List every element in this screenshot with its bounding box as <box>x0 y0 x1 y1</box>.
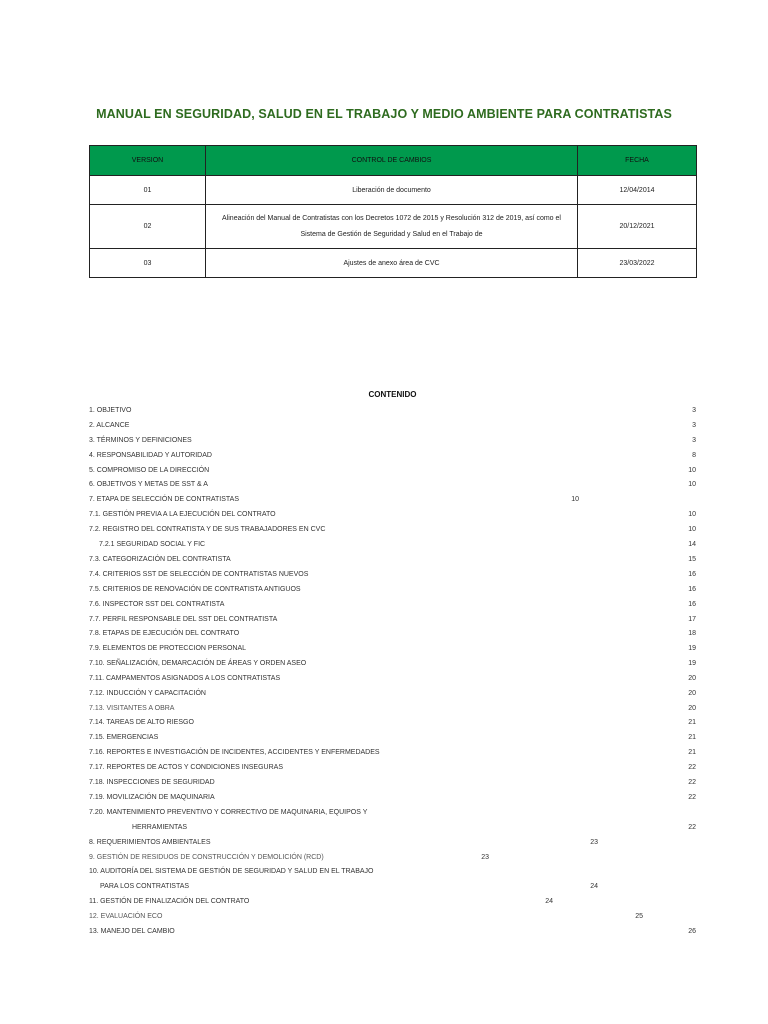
toc-item-page: 22 <box>688 779 696 786</box>
cell-date: 20/12/2021 <box>578 205 697 249</box>
toc-item-title: 7.12. INDUCCIÓN Y CAPACITACIÓN <box>89 690 206 697</box>
toc-item-page: 17 <box>688 616 696 623</box>
toc-item[interactable] <box>0 865 768 878</box>
toc-item[interactable] <box>0 716 768 729</box>
toc-item-page: 25 <box>635 913 643 920</box>
toc-item-title: 7.3. CATEGORIZACIÓN DEL CONTRATISTA <box>89 556 231 563</box>
toc-item[interactable] <box>0 404 768 417</box>
toc-item-page: 21 <box>688 719 696 726</box>
toc-item[interactable] <box>0 598 768 611</box>
toc-item-page: 26 <box>688 928 696 935</box>
cell-change: Liberación de documento <box>206 176 578 205</box>
toc-item[interactable] <box>0 642 768 655</box>
toc-item-title: PARA LOS CONTRATISTAS <box>100 883 190 890</box>
toc-item-title: 11. GESTIÓN DE FINALIZACIÓN DEL CONTRATO <box>89 898 250 905</box>
toc-item-page: 24 <box>590 883 598 890</box>
toc-item-title: 1. OBJETIVO <box>89 407 132 414</box>
toc-item-page: 22 <box>688 794 696 801</box>
toc-item[interactable] <box>0 449 768 462</box>
toc-item[interactable] <box>0 553 768 566</box>
toc-item-page: 22 <box>688 764 696 771</box>
toc-item-page: 3 <box>692 437 696 444</box>
toc-item[interactable] <box>0 613 768 626</box>
toc-item[interactable] <box>0 687 768 700</box>
toc-item[interactable] <box>0 851 768 864</box>
toc-item[interactable] <box>0 791 768 804</box>
toc-item-title: 2. ALCANCE <box>89 422 130 429</box>
toc-item-title: 6. OBJETIVOS Y METAS DE SST & A <box>89 481 208 488</box>
header-version: VERSION <box>90 146 206 176</box>
header-control-de-cambios: CONTROL DE CAMBIOS <box>206 146 578 176</box>
toc-item-title: 7.19. MOVILIZACIÓN DE MAQUINARIA <box>89 794 215 801</box>
toc-item-page: 21 <box>688 734 696 741</box>
toc-item-title: 10. AUDITORÍA DEL SISTEMA DE GESTIÓN DE SEGURIDAD Y SALUD EN EL TRABAJO <box>89 868 374 875</box>
toc-item[interactable] <box>0 910 768 923</box>
toc-item-title: 7.15. EMERGENCIAS <box>89 734 159 741</box>
toc-item[interactable] <box>0 895 768 908</box>
toc-item[interactable] <box>0 731 768 744</box>
toc-item-page: 20 <box>688 705 696 712</box>
toc-item-title: 12. EVALUACIÓN ECO <box>89 913 163 920</box>
toc-item-page: 19 <box>688 660 696 667</box>
cell-date: 23/03/2022 <box>578 249 697 278</box>
toc-item-page: 14 <box>688 541 696 548</box>
toc-item[interactable] <box>0 464 768 477</box>
toc-item-page: 8 <box>692 452 696 459</box>
toc-item-title: 3. TÉRMINOS Y DEFINICIONES <box>89 437 192 444</box>
toc-item[interactable] <box>0 746 768 759</box>
cell-date: 12/04/2014 <box>578 176 697 205</box>
toc-item[interactable] <box>0 434 768 447</box>
toc-item-page: 22 <box>688 824 696 831</box>
toc-heading: CONTENIDO <box>368 390 417 399</box>
toc-item[interactable] <box>0 568 768 581</box>
toc-item-title: 7.14. TAREAS DE ALTO RIESGO <box>89 719 194 726</box>
cell-change: Ajustes de anexo área de CVC <box>206 249 578 278</box>
toc-item-page: 23 <box>481 854 489 861</box>
toc-item-page: 18 <box>688 630 696 637</box>
toc-item-title: 7.13. VISITANTES A OBRA <box>89 705 175 712</box>
cell-version: 01 <box>90 176 206 205</box>
toc-item-title: 7. ETAPA DE SELECCIÓN DE CONTRATISTAS <box>89 496 240 503</box>
toc-item-title: 7.2. REGISTRO DEL CONTRATISTA Y DE SUS TRABAJADORES EN CVC <box>89 526 326 533</box>
toc-item-title: 7.7. PERFIL RESPONSABLE DEL SST DEL CONTRATISTA <box>89 616 278 623</box>
cell-version: 03 <box>90 249 206 278</box>
toc-item-page: 24 <box>545 898 553 905</box>
toc-item[interactable] <box>0 836 768 849</box>
toc-item-title: 9. GESTIÓN DE RESIDUOS DE CONSTRUCCIÓN Y DEMOLICIÓN (RCD) <box>89 854 324 861</box>
toc-item[interactable] <box>0 508 768 521</box>
toc-item-page: 15 <box>688 556 696 563</box>
toc-item-page: 10 <box>571 496 579 503</box>
toc-item-page: 16 <box>688 601 696 608</box>
toc-item-page: 16 <box>688 571 696 578</box>
toc-item-title: 7.9. ELEMENTOS DE PROTECCION PERSONAL <box>89 645 247 652</box>
toc-item-title: 7.17. REPORTES DE ACTOS Y CONDICIONES INSEGURAS <box>89 764 283 771</box>
toc-item-title: 5. COMPROMISO DE LA DIRECCIÓN <box>89 467 210 474</box>
toc-item[interactable] <box>0 776 768 789</box>
toc-item-title: 7.11. CAMPAMENTOS ASIGNADOS A LOS CONTRATISTAS <box>89 675 281 682</box>
toc-item-title: 7.5. CRITERIOS DE RENOVACIÓN DE CONTRATISTA ANTIGUOS <box>89 586 301 593</box>
toc-item-page: 3 <box>692 407 696 414</box>
toc-item[interactable] <box>0 806 768 819</box>
toc-item-page: 10 <box>688 526 696 533</box>
toc-item-title: 7.20. MANTENIMIENTO PREVENTIVO Y CORRECTIVO DE MAQUINARIA, EQUIPOS Y <box>89 809 368 816</box>
header-fecha: FECHA <box>578 146 697 176</box>
toc-item-page: 10 <box>688 511 696 518</box>
toc-item[interactable] <box>0 523 768 536</box>
toc-item-page: 20 <box>688 675 696 682</box>
toc-item[interactable] <box>0 493 768 506</box>
cell-change-line: Sistema de Gestión de Seguridad y Salud en el Trabajo de <box>300 230 483 238</box>
toc-item-page: 23 <box>590 839 598 846</box>
toc-item-title: 7.8. ETAPAS DE EJECUCIÓN DEL CONTRATO <box>89 630 240 637</box>
toc-item-title: 4. RESPONSABILIDAD Y AUTORIDAD <box>89 452 212 459</box>
toc-item-title: 7.10. SEÑALIZACIÓN, DEMARCACIÓN DE ÁREAS Y ORDEN ASEO <box>89 660 307 667</box>
toc-item-title: 7.2.1 SEGURIDAD SOCIAL Y FIC <box>99 541 206 548</box>
toc-item-title: 7.18. INSPECCIONES DE SEGURIDAD <box>89 779 215 786</box>
toc-item-title: 7.1. GESTIÓN PREVIA A LA EJECUCIÓN DEL CONTRATO <box>89 511 276 518</box>
document-title: MANUAL EN SEGURIDAD, SALUD EN EL TRABAJO Y MEDIO AMBIENTE PARA CONTRATISTAS <box>96 107 672 121</box>
toc-item-page: 20 <box>688 690 696 697</box>
toc-item[interactable] <box>0 583 768 596</box>
toc-item[interactable] <box>0 761 768 774</box>
toc-item[interactable] <box>0 672 768 685</box>
toc-item[interactable] <box>0 880 768 893</box>
toc-item[interactable] <box>0 478 768 491</box>
toc-item-page: 10 <box>688 467 696 474</box>
toc-item-page: 10 <box>688 481 696 488</box>
toc-item-page: 3 <box>692 422 696 429</box>
toc-item[interactable] <box>0 419 768 432</box>
toc-item-page: 21 <box>688 749 696 756</box>
toc-item[interactable] <box>0 821 768 834</box>
cell-change-line: Alineación del Manual de Contratistas con los Decretos 1072 de 2015 y Resolución 312 de 2019, así como el <box>222 214 561 222</box>
toc-item[interactable] <box>0 702 768 715</box>
toc-item[interactable] <box>0 627 768 640</box>
toc-item-title: 7.16. REPORTES E INVESTIGACIÓN DE INCIDENTES, ACCIDENTES Y ENFERMEDADES <box>89 749 380 756</box>
cell-version: 02 <box>90 205 206 249</box>
toc-item-page: 16 <box>688 586 696 593</box>
toc-item[interactable] <box>0 657 768 670</box>
toc-item[interactable] <box>0 538 768 551</box>
toc-item-title: HERRAMIENTAS <box>132 824 188 831</box>
toc-item-title: 13. MANEJO DEL CAMBIO <box>89 928 175 935</box>
toc-item-title: 7.6. INSPECTOR SST DEL CONTRATISTA <box>89 601 225 608</box>
toc-item-title: 7.4. CRITERIOS SST DE SELECCIÓN DE CONTRATISTAS NUEVOS <box>89 571 309 578</box>
toc-item-title: 8. REQUERIMIENTOS AMBIENTALES <box>89 839 211 846</box>
toc-item-page: 19 <box>688 645 696 652</box>
toc-item[interactable] <box>0 925 768 938</box>
